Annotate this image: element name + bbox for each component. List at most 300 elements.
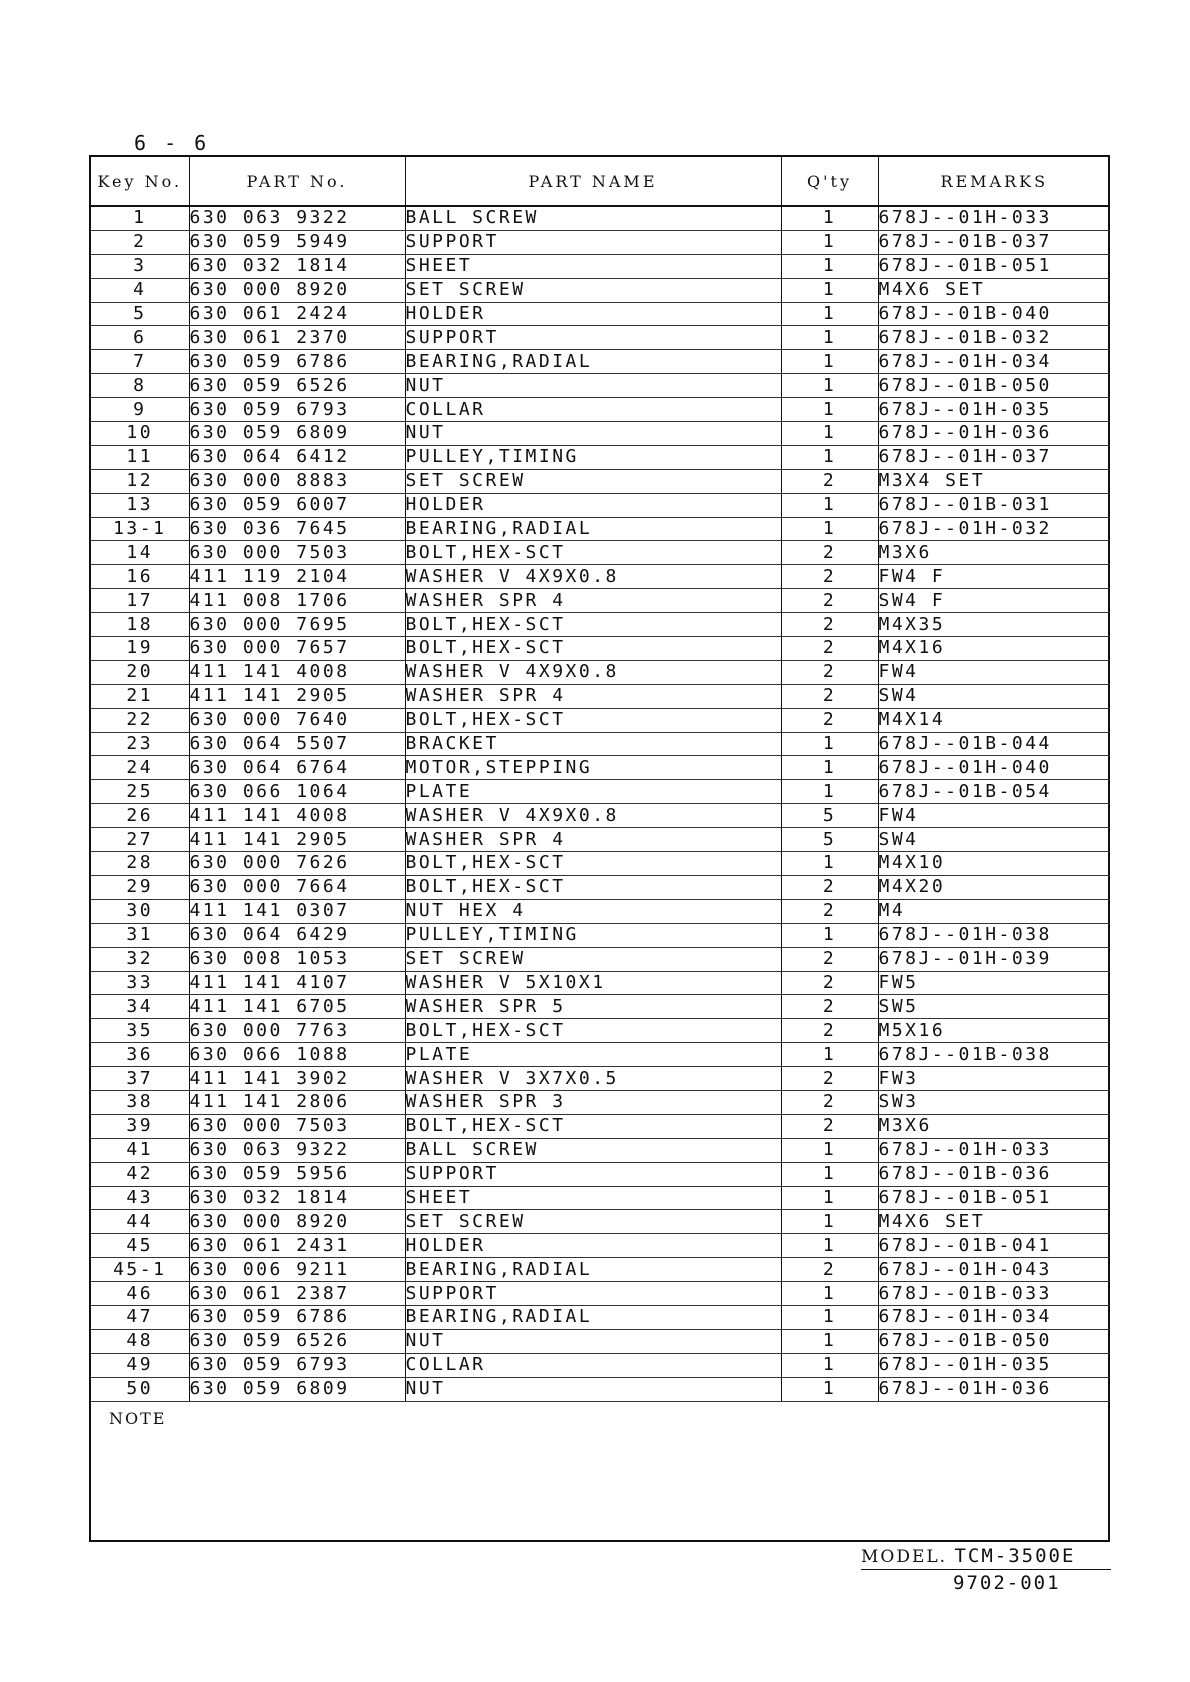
- cell-key-no: 14: [91, 541, 189, 565]
- cell-part-name: WASHER V 4X9X0.8: [405, 804, 781, 828]
- table-header-row: [91, 157, 1110, 206]
- cell-part-no: 630 006 9211: [189, 1258, 405, 1282]
- cell-remarks: 678J--01H-037: [878, 445, 1110, 469]
- cell-key-no: 34: [91, 995, 189, 1019]
- cell-key-no: 13: [91, 493, 189, 517]
- cell-part-name: WASHER SPR 3: [405, 1090, 781, 1114]
- cell-part-name: BEARING,RADIAL: [405, 1258, 781, 1282]
- cell-qty: 1: [781, 350, 878, 374]
- table-row: [91, 780, 1110, 804]
- cell-part-name: SET SCREW: [405, 1210, 781, 1234]
- cell-key-no: 4: [91, 278, 189, 302]
- cell-remarks: 678J--01B-037: [878, 230, 1110, 254]
- cell-remarks: M4X16: [878, 637, 1110, 661]
- parts-table: [91, 157, 1110, 1402]
- cell-part-no: 630 000 8883: [189, 469, 405, 493]
- cell-qty: 2: [781, 971, 878, 995]
- cell-part-name: BEARING,RADIAL: [405, 1305, 781, 1329]
- cell-part-name: WASHER SPR 4: [405, 589, 781, 613]
- cell-qty: 1: [781, 1305, 878, 1329]
- cell-part-name: WASHER SPR 4: [405, 828, 781, 852]
- table-row: [91, 398, 1110, 422]
- cell-qty: 1: [781, 1210, 878, 1234]
- table-row: [91, 804, 1110, 828]
- cell-qty: 2: [781, 1114, 878, 1138]
- cell-qty: 2: [781, 1258, 878, 1282]
- cell-part-name: SHEET: [405, 254, 781, 278]
- cell-part-name: NUT: [405, 374, 781, 398]
- cell-qty: 2: [781, 1019, 878, 1043]
- cell-part-name: BOLT,HEX-SCT: [405, 875, 781, 899]
- cell-qty: 1: [781, 756, 878, 780]
- table-row: [91, 1305, 1110, 1329]
- cell-part-name: PULLEY,TIMING: [405, 923, 781, 947]
- cell-key-no: 50: [91, 1377, 189, 1401]
- cell-part-no: 630 064 6429: [189, 923, 405, 947]
- cell-qty: 5: [781, 828, 878, 852]
- table-row: [91, 637, 1110, 661]
- cell-qty: 2: [781, 875, 878, 899]
- cell-key-no: 31: [91, 923, 189, 947]
- cell-part-no: 630 061 2370: [189, 326, 405, 350]
- cell-key-no: 5: [91, 302, 189, 326]
- cell-part-name: BEARING,RADIAL: [405, 350, 781, 374]
- table-row: [91, 1234, 1110, 1258]
- cell-part-name: WASHER SPR 5: [405, 995, 781, 1019]
- table-row: [91, 1162, 1110, 1186]
- cell-part-no: 411 141 4008: [189, 804, 405, 828]
- table-row: [91, 278, 1110, 302]
- cell-remarks: M4X6 SET: [878, 278, 1110, 302]
- cell-part-name: BOLT,HEX-SCT: [405, 852, 781, 876]
- cell-qty: 2: [781, 589, 878, 613]
- table-row: [91, 230, 1110, 254]
- cell-key-no: 48: [91, 1329, 189, 1353]
- cell-part-no: 411 141 0307: [189, 899, 405, 923]
- cell-key-no: 26: [91, 804, 189, 828]
- table-row: [91, 1258, 1110, 1282]
- table-row: [91, 326, 1110, 350]
- cell-part-no: 630 066 1088: [189, 1043, 405, 1067]
- cell-part-no: 411 141 2905: [189, 828, 405, 852]
- cell-key-no: 32: [91, 947, 189, 971]
- cell-part-no: 411 008 1706: [189, 589, 405, 613]
- cell-part-no: 411 141 6705: [189, 995, 405, 1019]
- table-body: [91, 206, 1110, 1401]
- cell-part-no: 630 036 7645: [189, 517, 405, 541]
- cell-part-no: 630 059 6786: [189, 1305, 405, 1329]
- cell-part-name: BEARING,RADIAL: [405, 517, 781, 541]
- cell-key-no: 12: [91, 469, 189, 493]
- cell-remarks: 678J--01H-036: [878, 422, 1110, 446]
- cell-qty: 1: [781, 923, 878, 947]
- cell-remarks: M3X4 SET: [878, 469, 1110, 493]
- table-row: [91, 1043, 1110, 1067]
- cell-qty: 1: [781, 780, 878, 804]
- cell-part-name: WASHER V 4X9X0.8: [405, 565, 781, 589]
- cell-part-no: 630 059 6793: [189, 398, 405, 422]
- cell-key-no: 28: [91, 852, 189, 876]
- cell-part-no: 630 059 5949: [189, 230, 405, 254]
- cell-remarks: 678J--01B-032: [878, 326, 1110, 350]
- cell-part-name: PLATE: [405, 1043, 781, 1067]
- table-row: [91, 708, 1110, 732]
- cell-key-no: 27: [91, 828, 189, 852]
- cell-key-no: 21: [91, 684, 189, 708]
- cell-key-no: 43: [91, 1186, 189, 1210]
- cell-qty: 1: [781, 422, 878, 446]
- cell-qty: 2: [781, 684, 878, 708]
- cell-qty: 1: [781, 278, 878, 302]
- cell-part-name: HOLDER: [405, 493, 781, 517]
- header-part-no: PART No.: [189, 157, 405, 206]
- cell-part-name: BALL SCREW: [405, 1138, 781, 1162]
- table-row: [91, 302, 1110, 326]
- cell-part-no: 630 059 5956: [189, 1162, 405, 1186]
- cell-key-no: 10: [91, 422, 189, 446]
- cell-remarks: 678J--01B-036: [878, 1162, 1110, 1186]
- cell-part-name: BOLT,HEX-SCT: [405, 1114, 781, 1138]
- model-line: [861, 1545, 1111, 1570]
- cell-qty: 1: [781, 1138, 878, 1162]
- cell-remarks: 678J--01B-050: [878, 374, 1110, 398]
- table-row: [91, 1377, 1110, 1401]
- cell-part-name: PULLEY,TIMING: [405, 445, 781, 469]
- model-value: TCM-3500E: [954, 1545, 1076, 1567]
- table-row: [91, 1090, 1110, 1114]
- table-row: [91, 1067, 1110, 1091]
- table-row: [91, 493, 1110, 517]
- cell-key-no: 49: [91, 1353, 189, 1377]
- cell-part-no: 630 064 5507: [189, 732, 405, 756]
- table-row: [91, 660, 1110, 684]
- cell-remarks: M5X16: [878, 1019, 1110, 1043]
- cell-part-no: 630 000 7695: [189, 613, 405, 637]
- cell-part-no: 411 141 2806: [189, 1090, 405, 1114]
- cell-remarks: SW5: [878, 995, 1110, 1019]
- cell-key-no: 30: [91, 899, 189, 923]
- cell-part-name: BRACKET: [405, 732, 781, 756]
- table-row: [91, 469, 1110, 493]
- cell-remarks: M4X20: [878, 875, 1110, 899]
- table-row: [91, 971, 1110, 995]
- table-row: [91, 350, 1110, 374]
- cell-key-no: 47: [91, 1305, 189, 1329]
- header-remarks: REMARKS: [878, 157, 1110, 206]
- cell-part-no: 630 059 6526: [189, 1329, 405, 1353]
- cell-remarks: FW4: [878, 660, 1110, 684]
- cell-part-name: HOLDER: [405, 1234, 781, 1258]
- cell-remarks: SW4: [878, 684, 1110, 708]
- cell-qty: 2: [781, 899, 878, 923]
- cell-part-no: 411 141 4008: [189, 660, 405, 684]
- cell-key-no: 38: [91, 1090, 189, 1114]
- cell-part-no: 630 000 7640: [189, 708, 405, 732]
- cell-remarks: 678J--01B-038: [878, 1043, 1110, 1067]
- cell-remarks: 678J--01H-035: [878, 398, 1110, 422]
- cell-part-no: 630 059 6526: [189, 374, 405, 398]
- cell-qty: 2: [781, 1067, 878, 1091]
- table-row: [91, 756, 1110, 780]
- cell-remarks: 678J--01B-051: [878, 1186, 1110, 1210]
- cell-remarks: 678J--01H-035: [878, 1353, 1110, 1377]
- cell-qty: 1: [781, 1186, 878, 1210]
- cell-part-name: WASHER V 4X9X0.8: [405, 660, 781, 684]
- cell-qty: 1: [781, 374, 878, 398]
- cell-part-no: 630 000 7503: [189, 1114, 405, 1138]
- cell-part-no: 630 000 8920: [189, 278, 405, 302]
- cell-key-no: 17: [91, 589, 189, 613]
- table-row: [91, 445, 1110, 469]
- cell-part-name: BOLT,HEX-SCT: [405, 613, 781, 637]
- cell-part-name: NUT: [405, 1377, 781, 1401]
- cell-part-no: 630 063 9322: [189, 206, 405, 230]
- table-row: [91, 995, 1110, 1019]
- cell-remarks: FW3: [878, 1067, 1110, 1091]
- cell-remarks: 678J--01B-051: [878, 254, 1110, 278]
- cell-remarks: 678J--01H-043: [878, 1258, 1110, 1282]
- cell-part-no: 630 000 7657: [189, 637, 405, 661]
- cell-qty: 2: [781, 469, 878, 493]
- cell-remarks: FW5: [878, 971, 1110, 995]
- cell-part-name: BOLT,HEX-SCT: [405, 1019, 781, 1043]
- cell-remarks: 678J--01B-041: [878, 1234, 1110, 1258]
- cell-part-no: 630 066 1064: [189, 780, 405, 804]
- cell-qty: 2: [781, 541, 878, 565]
- cell-qty: 1: [781, 206, 878, 230]
- cell-part-no: 411 141 4107: [189, 971, 405, 995]
- cell-qty: 1: [781, 517, 878, 541]
- cell-part-no: 630 059 6809: [189, 422, 405, 446]
- cell-remarks: M4X10: [878, 852, 1110, 876]
- cell-part-name: SUPPORT: [405, 326, 781, 350]
- cell-key-no: 16: [91, 565, 189, 589]
- cell-part-no: 411 119 2104: [189, 565, 405, 589]
- cell-part-no: 630 000 7626: [189, 852, 405, 876]
- cell-remarks: 678J--01H-034: [878, 1305, 1110, 1329]
- cell-part-name: SUPPORT: [405, 1162, 781, 1186]
- cell-remarks: 678J--01H-039: [878, 947, 1110, 971]
- cell-part-no: 630 032 1814: [189, 1186, 405, 1210]
- cell-key-no: 36: [91, 1043, 189, 1067]
- cell-key-no: 22: [91, 708, 189, 732]
- cell-part-no: 630 059 6809: [189, 1377, 405, 1401]
- cell-key-no: 20: [91, 660, 189, 684]
- cell-part-no: 630 059 6793: [189, 1353, 405, 1377]
- cell-key-no: 42: [91, 1162, 189, 1186]
- cell-part-name: MOTOR,STEPPING: [405, 756, 781, 780]
- cell-qty: 1: [781, 493, 878, 517]
- cell-key-no: 3: [91, 254, 189, 278]
- cell-qty: 5: [781, 804, 878, 828]
- cell-remarks: M4: [878, 899, 1110, 923]
- cell-qty: 2: [781, 565, 878, 589]
- cell-qty: 1: [781, 1353, 878, 1377]
- table-row: [91, 565, 1110, 589]
- cell-key-no: 6: [91, 326, 189, 350]
- page-number: 6 - 6: [134, 131, 210, 155]
- cell-key-no: 45: [91, 1234, 189, 1258]
- cell-remarks: 678J--01H-032: [878, 517, 1110, 541]
- cell-remarks: 678J--01B-054: [878, 780, 1110, 804]
- cell-part-name: SHEET: [405, 1186, 781, 1210]
- cell-key-no: 23: [91, 732, 189, 756]
- cell-key-no: 35: [91, 1019, 189, 1043]
- parts-list-frame: [89, 155, 1110, 1542]
- table-row: [91, 589, 1110, 613]
- cell-remarks: 678J--01B-033: [878, 1282, 1110, 1306]
- cell-key-no: 41: [91, 1138, 189, 1162]
- cell-part-no: 630 000 7664: [189, 875, 405, 899]
- table-row: [91, 374, 1110, 398]
- cell-key-no: 33: [91, 971, 189, 995]
- table-row: [91, 1329, 1110, 1353]
- table-row: [91, 923, 1110, 947]
- cell-qty: 1: [781, 1162, 878, 1186]
- cell-part-name: NUT HEX 4: [405, 899, 781, 923]
- cell-part-no: 630 000 8920: [189, 1210, 405, 1234]
- cell-qty: 1: [781, 230, 878, 254]
- cell-key-no: 8: [91, 374, 189, 398]
- table-row: [91, 1186, 1110, 1210]
- cell-remarks: FW4: [878, 804, 1110, 828]
- cell-qty: 2: [781, 613, 878, 637]
- cell-remarks: 678J--01H-036: [878, 1377, 1110, 1401]
- cell-part-no: 630 059 6007: [189, 493, 405, 517]
- cell-part-name: SET SCREW: [405, 947, 781, 971]
- cell-qty: 1: [781, 1282, 878, 1306]
- cell-part-name: COLLAR: [405, 1353, 781, 1377]
- cell-remarks: 678J--01H-033: [878, 1138, 1110, 1162]
- cell-key-no: 18: [91, 613, 189, 637]
- table-row: [91, 1019, 1110, 1043]
- cell-remarks: SW4 F: [878, 589, 1110, 613]
- cell-part-name: COLLAR: [405, 398, 781, 422]
- cell-remarks: M4X35: [878, 613, 1110, 637]
- cell-part-name: NUT: [405, 422, 781, 446]
- table-row: [91, 947, 1110, 971]
- table-row: [91, 852, 1110, 876]
- cell-remarks: 678J--01H-040: [878, 756, 1110, 780]
- cell-qty: 2: [781, 947, 878, 971]
- cell-part-name: WASHER SPR 4: [405, 684, 781, 708]
- cell-part-no: 630 008 1053: [189, 947, 405, 971]
- cell-key-no: 24: [91, 756, 189, 780]
- table-row: [91, 1114, 1110, 1138]
- table-row: [91, 899, 1110, 923]
- cell-qty: 1: [781, 302, 878, 326]
- cell-qty: 1: [781, 1329, 878, 1353]
- cell-part-name: WASHER V 3X7X0.5: [405, 1067, 781, 1091]
- cell-qty: 2: [781, 660, 878, 684]
- cell-part-no: 630 064 6764: [189, 756, 405, 780]
- cell-part-no: 630 000 7503: [189, 541, 405, 565]
- cell-remarks: FW4 F: [878, 565, 1110, 589]
- cell-part-name: WASHER V 5X10X1: [405, 971, 781, 995]
- cell-part-no: 630 061 2387: [189, 1282, 405, 1306]
- cell-qty: 1: [781, 1234, 878, 1258]
- cell-key-no: 45-1: [91, 1258, 189, 1282]
- header-key-no: Key No.: [91, 157, 189, 206]
- cell-remarks: 678J--01H-038: [878, 923, 1110, 947]
- table-row: [91, 828, 1110, 852]
- cell-part-no: 630 061 2424: [189, 302, 405, 326]
- cell-key-no: 37: [91, 1067, 189, 1091]
- cell-key-no: 19: [91, 637, 189, 661]
- cell-key-no: 29: [91, 875, 189, 899]
- cell-part-name: HOLDER: [405, 302, 781, 326]
- cell-key-no: 9: [91, 398, 189, 422]
- cell-part-name: BOLT,HEX-SCT: [405, 708, 781, 732]
- cell-key-no: 44: [91, 1210, 189, 1234]
- table-row: [91, 206, 1110, 230]
- cell-part-name: BOLT,HEX-SCT: [405, 541, 781, 565]
- table-row: [91, 732, 1110, 756]
- table-row: [91, 1138, 1110, 1162]
- table-row: [91, 1353, 1110, 1377]
- table-row: [91, 541, 1110, 565]
- cell-remarks: 678J--01B-040: [878, 302, 1110, 326]
- cell-qty: 1: [781, 1043, 878, 1067]
- cell-part-name: SET SCREW: [405, 469, 781, 493]
- cell-part-name: BOLT,HEX-SCT: [405, 637, 781, 661]
- header-part-name: PART NAME: [405, 157, 781, 206]
- cell-part-no: 630 061 2431: [189, 1234, 405, 1258]
- table-row: [91, 1282, 1110, 1306]
- cell-remarks: M3X6: [878, 1114, 1110, 1138]
- cell-key-no: 2: [91, 230, 189, 254]
- cell-key-no: 7: [91, 350, 189, 374]
- table-row: [91, 517, 1110, 541]
- cell-qty: 1: [781, 852, 878, 876]
- cell-part-name: PLATE: [405, 780, 781, 804]
- cell-remarks: SW3: [878, 1090, 1110, 1114]
- cell-remarks: 678J--01H-034: [878, 350, 1110, 374]
- cell-remarks: M3X6: [878, 541, 1110, 565]
- cell-qty: 1: [781, 326, 878, 350]
- cell-qty: 1: [781, 254, 878, 278]
- cell-part-name: BALL SCREW: [405, 206, 781, 230]
- cell-qty: 2: [781, 637, 878, 661]
- cell-qty: 2: [781, 995, 878, 1019]
- cell-part-no: 630 063 9322: [189, 1138, 405, 1162]
- cell-part-no: 411 141 2905: [189, 684, 405, 708]
- document-number: 9702-001: [953, 1572, 1061, 1594]
- cell-key-no: 13-1: [91, 517, 189, 541]
- table-row: [91, 613, 1110, 637]
- table-row: [91, 875, 1110, 899]
- cell-part-no: 630 064 6412: [189, 445, 405, 469]
- cell-qty: 2: [781, 1090, 878, 1114]
- cell-part-name: SUPPORT: [405, 1282, 781, 1306]
- cell-part-name: NUT: [405, 1329, 781, 1353]
- cell-qty: 1: [781, 732, 878, 756]
- table-row: [91, 422, 1110, 446]
- cell-qty: 1: [781, 1377, 878, 1401]
- cell-part-no: 411 141 3902: [189, 1067, 405, 1091]
- cell-key-no: 11: [91, 445, 189, 469]
- cell-remarks: 678J--01B-050: [878, 1329, 1110, 1353]
- table-row: [91, 684, 1110, 708]
- cell-part-no: 630 059 6786: [189, 350, 405, 374]
- cell-qty: 1: [781, 445, 878, 469]
- cell-remarks: 678J--01B-031: [878, 493, 1110, 517]
- table-row: [91, 1210, 1110, 1234]
- cell-part-no: 630 000 7763: [189, 1019, 405, 1043]
- cell-key-no: 39: [91, 1114, 189, 1138]
- cell-remarks: M4X6 SET: [878, 1210, 1110, 1234]
- cell-part-name: SUPPORT: [405, 230, 781, 254]
